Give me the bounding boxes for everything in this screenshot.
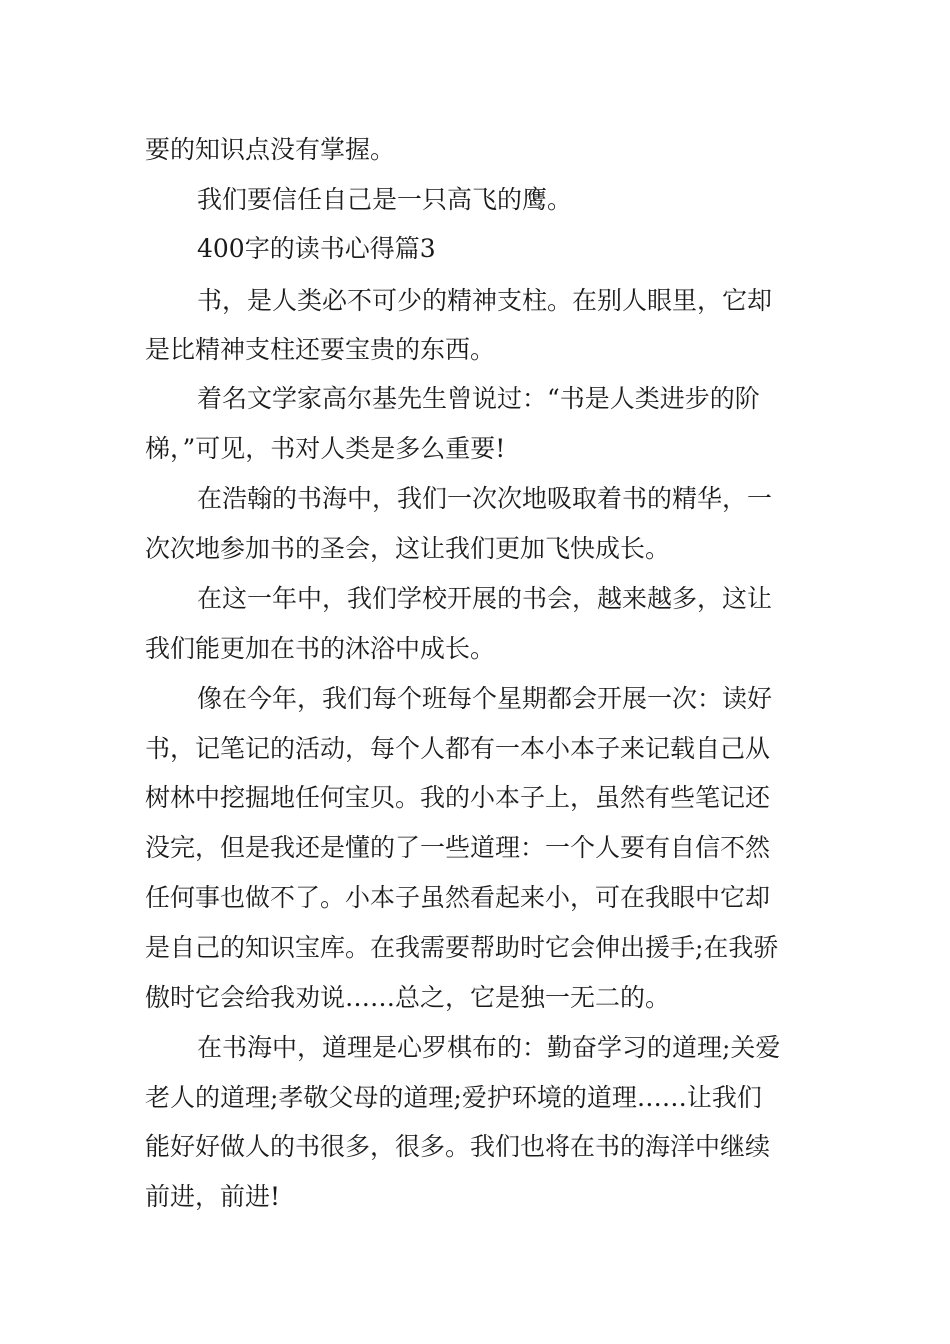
- text-line: 次次地参加书的圣会，这让我们更加飞快成长。: [145, 534, 671, 563]
- text-line: 前进，前进!: [145, 1182, 281, 1211]
- text-line: 在浩翰的书海中，我们一次次地吸取着书的精华，一: [197, 484, 773, 513]
- text-line: 树林中挖掘地任何宝贝。我的小本子上，虽然有些笔记还: [145, 783, 771, 812]
- text-line: 我们能更加在书的沐浴中成长。: [145, 634, 496, 663]
- text-line: 傲时它会给我劝说……总之，它是独一无二的。: [145, 983, 671, 1012]
- text-line: 老人的道理;孝敬父母的道理;爱护环境的道理……让我们: [145, 1083, 762, 1112]
- text-line: 是自己的知识宝库。在我需要帮助时它会伸出援手;在我骄: [145, 933, 779, 962]
- text-line: 在这一年中，我们学校开展的书会，越来越多，这让: [197, 584, 773, 613]
- section-heading: 400字的读书心得篇3: [197, 234, 436, 263]
- text-line: 我们要信任自己是一只高飞的鹰。: [197, 185, 573, 214]
- text-line: 能好好做人的书很多，很多。我们也将在书的海洋中继续: [145, 1132, 771, 1161]
- text-line: 像在今年，我们每个班每个星期都会开展一次：读好: [197, 684, 773, 713]
- text-line: 书，是人类必不可少的精神支柱。在别人眼里，它却: [197, 286, 773, 315]
- text-line: 是比精神支柱还要宝贵的东西。: [145, 335, 496, 364]
- text-line: 着名文学家高尔基先生曾说过：“书是人类进步的阶: [197, 384, 760, 413]
- text-line: 没完，但是我还是懂的了一些道理：一个人要有自信不然: [145, 833, 771, 862]
- text-line: 梯，”可见，书对人类是多么重要!: [145, 434, 506, 463]
- text-line: 要的知识点没有掌握。: [145, 135, 396, 164]
- text-line: 任何事也做不了。小本子虽然看起来小，可在我眼中它却: [145, 883, 771, 912]
- text-line: 书，记笔记的活动，每个人都有一本小本子来记载自己从: [145, 734, 771, 763]
- text-line: 在书海中，道理是心罗棋布的：勤奋学习的道理;关爱: [197, 1033, 781, 1062]
